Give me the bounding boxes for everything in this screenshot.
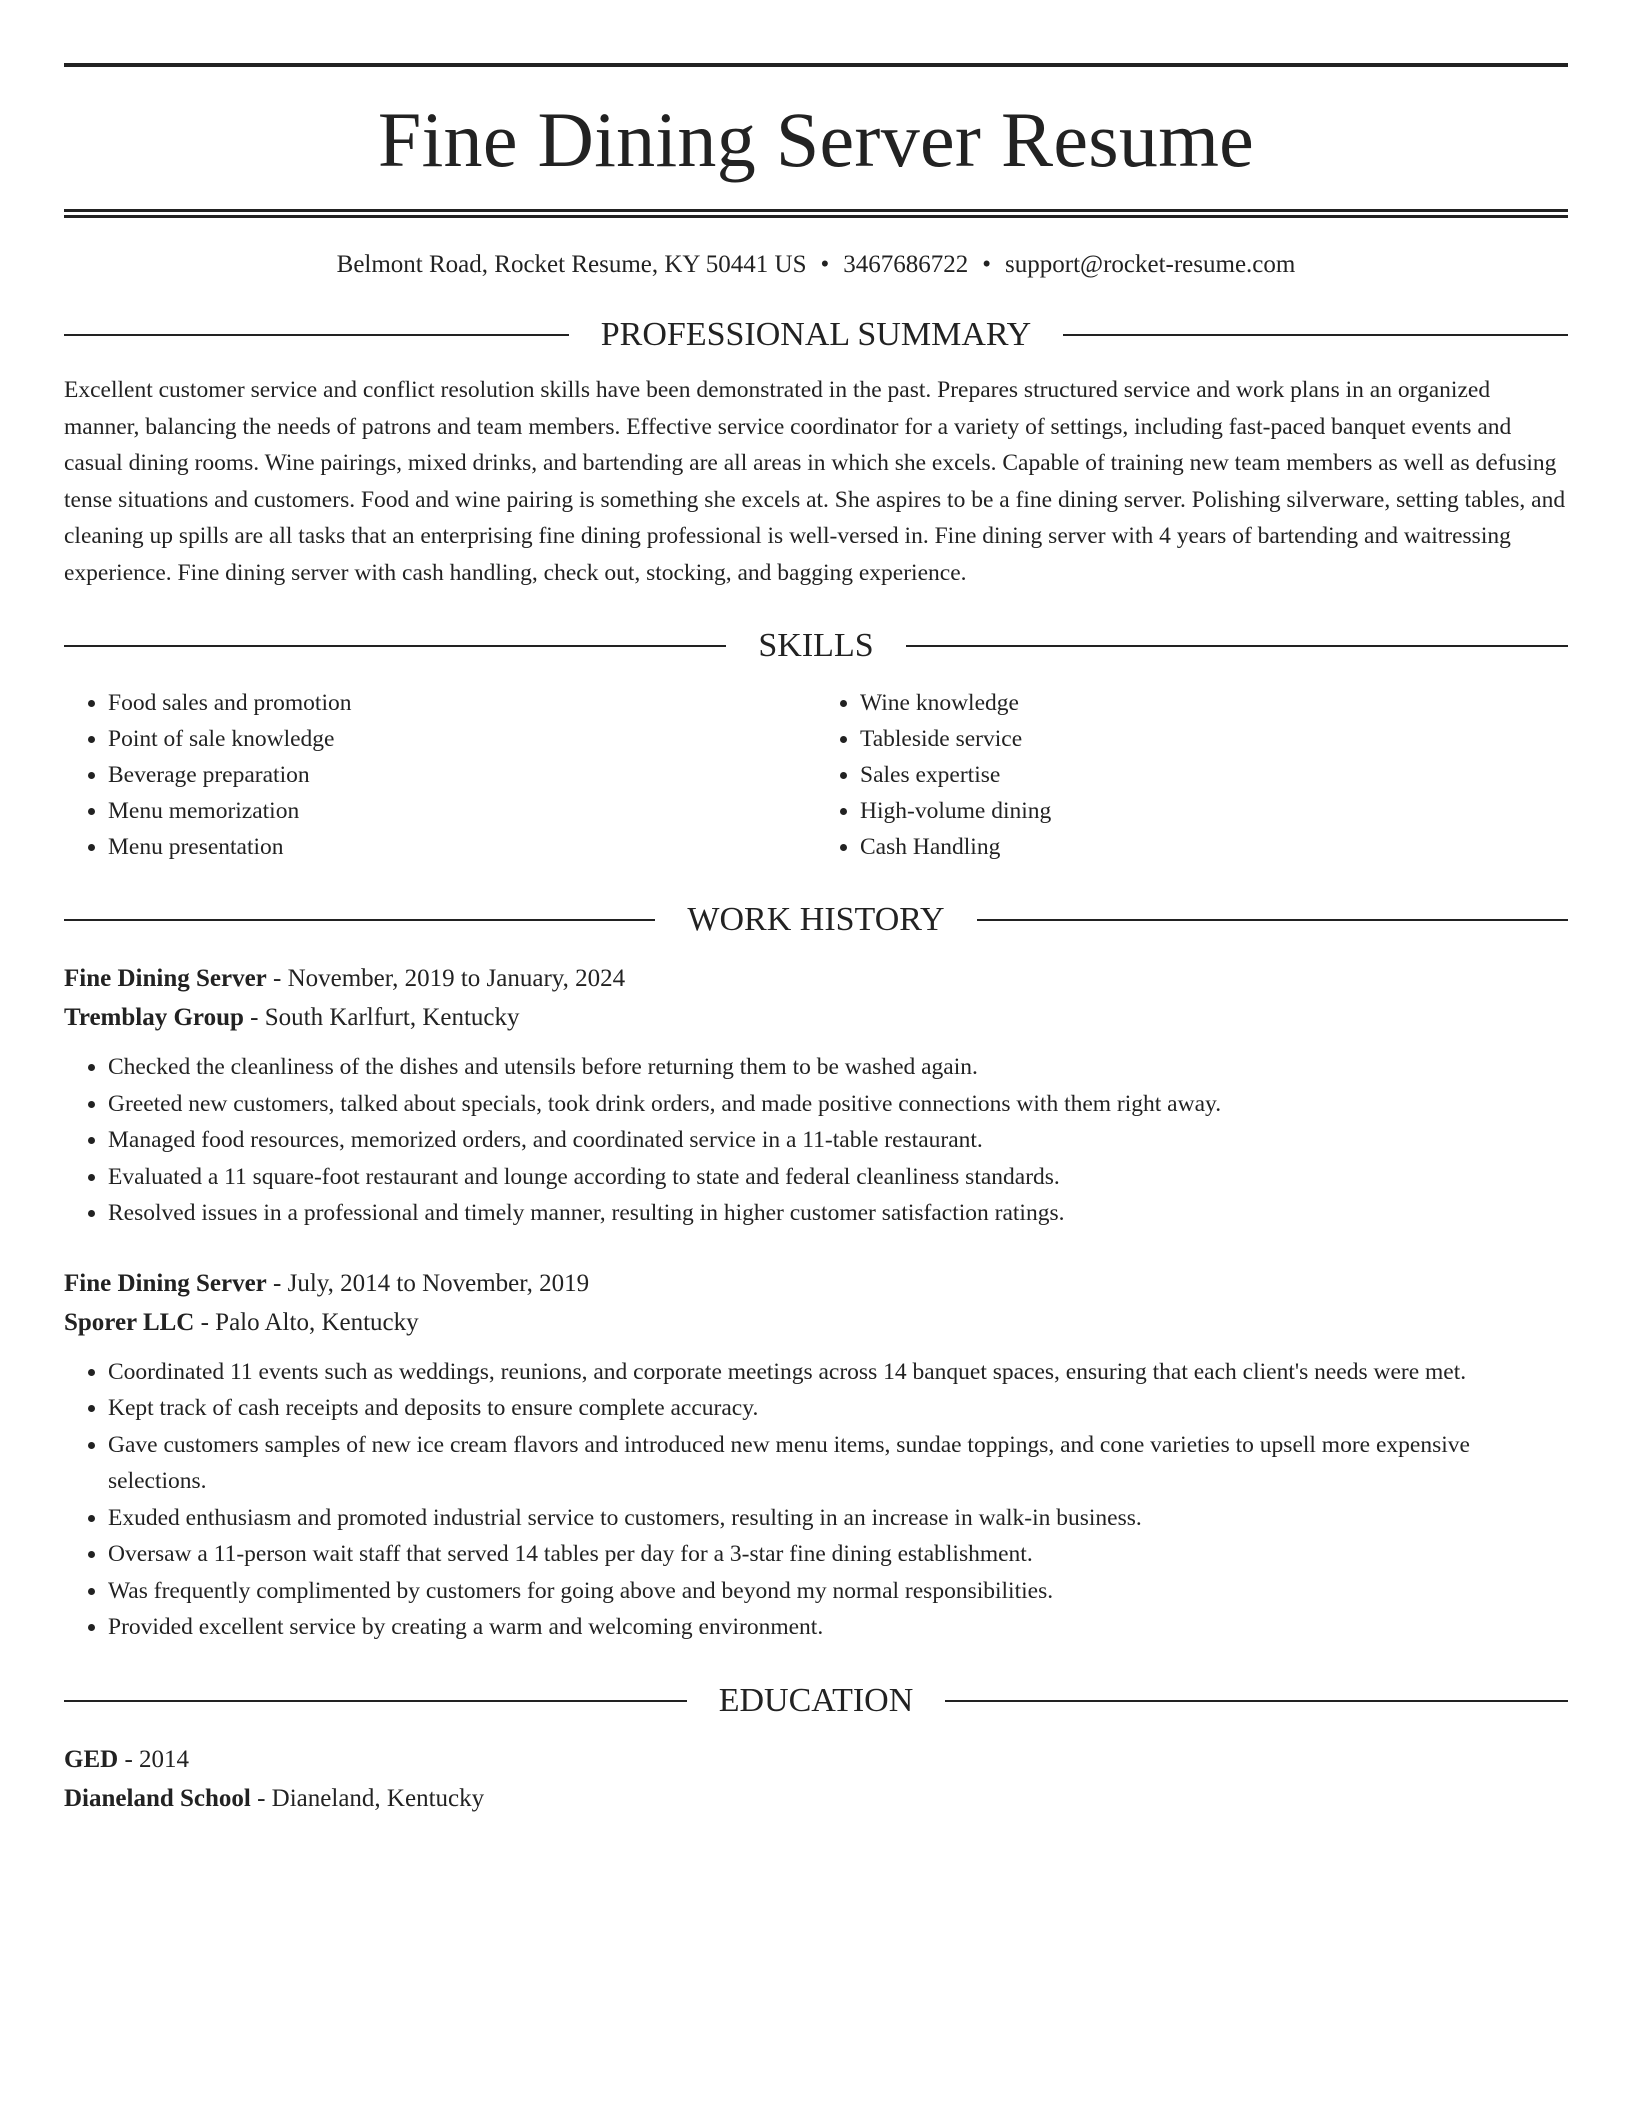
job-entry: [64, 1264, 1568, 1646]
heading-rule-left: [64, 334, 569, 336]
heading-rule-right: [977, 919, 1568, 921]
skills-column-left: [64, 685, 816, 865]
job-title: Fine Dining Server: [64, 1269, 267, 1297]
education-location: - Dianeland, Kentucky: [250, 1784, 485, 1812]
heading-rule-right: [1063, 334, 1568, 336]
job-company: Tremblay Group: [64, 1004, 244, 1031]
contact-email: support@rocket-resume.com: [1005, 251, 1296, 278]
skills-column-right: [816, 685, 1568, 865]
education-degree: GED: [64, 1745, 119, 1773]
contact-address: Belmont Road, Rocket Resume, KY 50441 US: [336, 251, 807, 278]
job-dates: - November, 2019 to January, 2024: [266, 965, 626, 992]
heading-rule-left: [64, 1700, 687, 1702]
job-title-line: [64, 1264, 1568, 1303]
job-company-line: [64, 998, 1568, 1037]
job-bullet: • Resolved issues in a professional and timely manner, resulting in higher customer satisfaction ratings.: [108, 1195, 1568, 1232]
job-bullet: • Gave customers samples of new ice cream flavors and introduced new menu items, sundae toppings, and cone varieties to upsell more expensive selections.: [108, 1427, 1568, 1500]
skill-item: • Beverage preparation: [108, 757, 816, 793]
section-heading-education: [64, 1681, 1568, 1719]
job-title-line: [64, 959, 1568, 998]
education-year: - 2014: [118, 1745, 190, 1773]
job-bullet: • Kept track of cash receipts and deposits to ensure complete accuracy.: [108, 1390, 1568, 1427]
job-location: - South Karlfurt, Kentucky: [243, 1004, 520, 1031]
job-entry: [64, 959, 1568, 1232]
skill-item: • Cash Handling: [860, 829, 1568, 865]
skill-item: • Menu memorization: [108, 793, 816, 829]
job-bullet: • Coordinated 11 events such as weddings, reunions, and corporate meetings across 14 banquet spaces, ensuring that each client's needs were met.: [108, 1354, 1568, 1391]
skill-item: • Food sales and promotion: [108, 685, 816, 721]
skill-item: • Wine knowledge: [860, 685, 1568, 721]
skill-item: • Point of sale knowledge: [108, 721, 816, 757]
job-company-line: [64, 1303, 1568, 1342]
summary-heading: PROFESSIONAL SUMMARY: [600, 316, 1032, 353]
resume-title: Fine Dining Server Resume: [377, 96, 1255, 183]
education-school-line: [64, 1779, 1568, 1818]
job-company: Sporer LLC: [64, 1308, 195, 1336]
job-bullet: • Oversaw a 11-person wait staff that served 14 tables per day for a 3-star fine dining establishment.: [108, 1536, 1568, 1573]
job-dates: - July, 2014 to November, 2019: [266, 1269, 590, 1297]
job-bullet: • Was frequently complimented by customers for going above and beyond my normal responsibilities.: [108, 1573, 1568, 1610]
section-heading-work: [64, 903, 1568, 937]
work-heading: WORK HISTORY: [687, 901, 945, 938]
contact-phone: 3467686722: [843, 251, 969, 278]
heading-rule-left: [64, 919, 655, 921]
job-bullet: • Checked the cleanliness of the dishes and utensils before returning them to be washed again.: [108, 1049, 1568, 1086]
section-heading-skills: [64, 629, 1568, 663]
education-degree-line: [64, 1740, 1568, 1779]
job-bullet: • Managed food resources, memorized orders, and coordinated service in a 11-table restaurant.: [108, 1122, 1568, 1159]
skill-item: • Menu presentation: [108, 829, 816, 865]
job-bullet: • Exuded enthusiasm and promoted industrial service to customers, resulting in an increase in walk-in business.: [108, 1500, 1568, 1537]
section-heading-summary: [64, 318, 1568, 352]
job-bullet: • Greeted new customers, talked about specials, took drink orders, and made positive connections with them right away.: [108, 1086, 1568, 1123]
education-entry: [64, 1740, 1568, 1818]
contact-separator: •: [820, 251, 830, 278]
summary-text: Excellent customer service and conflict resolution skills have been demonstrated in the past. Prepares structured service and work plans in an organized manner, balancing the needs of patrons and team members. Effective service coordinator for a variety of settings, including fast-paced banquet events and casual dining rooms. Wine pairings, mixed drinks, and bartending are all areas in which she excels. Capable of training new team members as well as defusing tense situations and customers. Food and wine pairing is something she excels at. She aspires to be a fine dining server. Polishing silverware, setting tables, and cleaning up spills are all tasks that an enterprising fine dining professional is well-versed in. Fine dining server with 4 years of bartending and waitressing experience. Fine dining server with cash handling, check out, stocking, and bagging experience.: [64, 377, 1566, 586]
job-bullets: [64, 1354, 1568, 1646]
skill-item: • Sales expertise: [860, 757, 1568, 793]
education-heading: EDUCATION: [718, 1681, 914, 1719]
skills-heading: SKILLS: [758, 627, 874, 664]
skill-item: • High-volume dining: [860, 793, 1568, 829]
contact-separator: •: [982, 251, 992, 278]
job-bullet: • Evaluated a 11 square-foot restaurant and lounge according to state and federal cleanliness standards.: [108, 1159, 1568, 1196]
heading-rule-left: [64, 645, 726, 647]
job-title: Fine Dining Server: [64, 965, 267, 992]
job-location: - Palo Alto, Kentucky: [194, 1308, 419, 1336]
education-school: Dianeland School: [64, 1784, 251, 1812]
heading-rule-right: [945, 1700, 1568, 1702]
job-bullets: [64, 1049, 1568, 1232]
top-rule: [64, 63, 1568, 67]
title-double-rule: [64, 209, 1568, 218]
skill-item: • Tableside service: [860, 721, 1568, 757]
skills-list: [64, 685, 1568, 865]
contact-line: [64, 250, 1568, 280]
heading-rule-right: [906, 645, 1568, 647]
job-bullet: • Provided excellent service by creating a warm and welcoming environment.: [108, 1609, 1568, 1646]
